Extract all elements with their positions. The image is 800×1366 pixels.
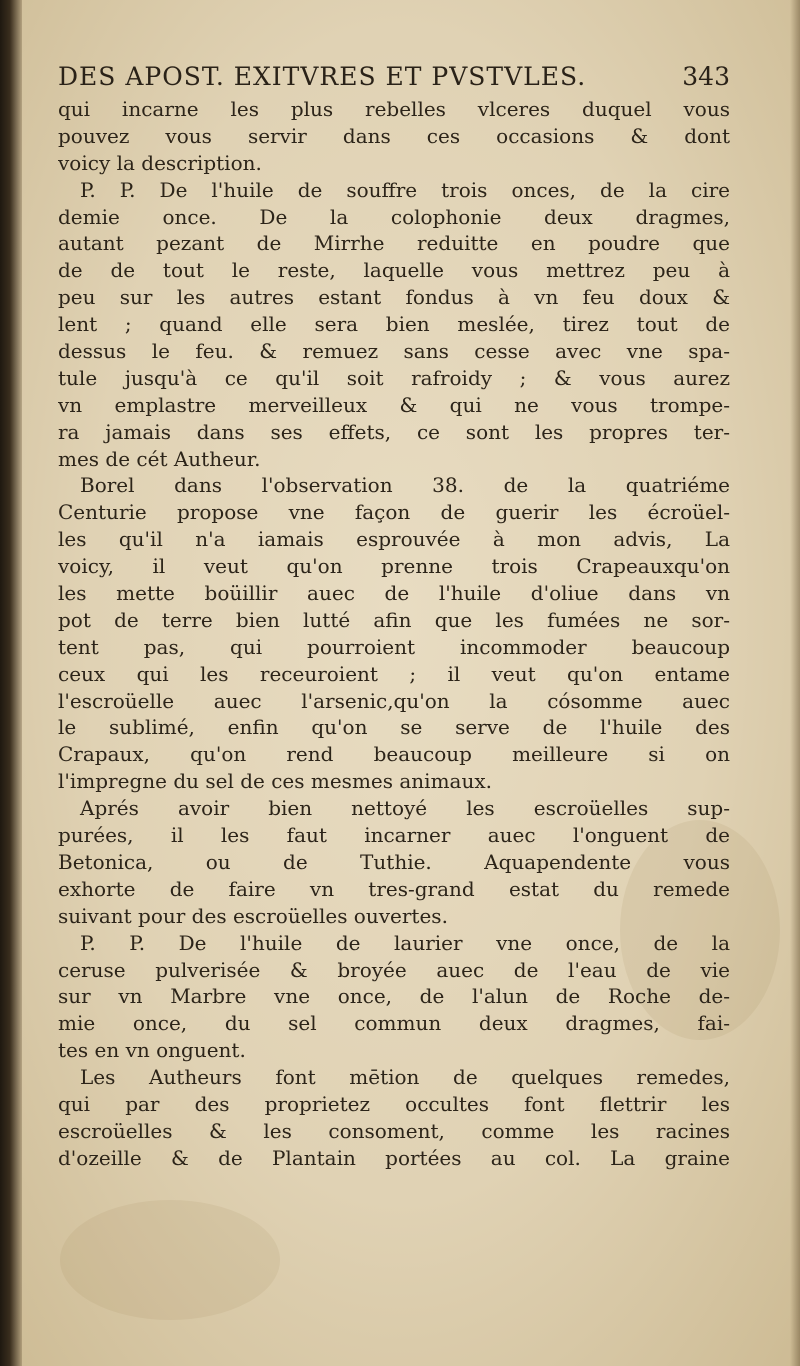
text-line: exhorte de faire vn tres-grand estat du remede [58,876,730,901]
text-line: les mette boüillir auec de l'huile d'oliue dans vn [58,581,730,606]
body-text [58,96,730,1172]
text-line: voicy, il veut qu'on prenne trois Crapeauxqu'on [58,554,730,579]
binding-edge [0,0,22,1366]
page-edge-shadow [790,0,800,1366]
text-line: vn emplastre merveilleux & qui ne vous trompe- [58,392,730,417]
text-line: d'ozeille & de Plantain portées au col. La graine [58,1145,730,1170]
text-line: P. P. De l'huile de laurier vne once, de la [80,930,730,955]
running-head-title: DES APOST. EXITVRES ET PVSTVLES. [58,62,587,91]
text-line: peu sur les autres estant fondus à vn feu doux & [58,285,730,310]
text-line: Aprés avoir bien nettoyé les escroüelles sup- [80,796,730,821]
text-line: qui incarne les plus rebelles vlceres duquel vous [58,97,730,121]
text-line: ceruse pulverisée & broyée auec de l'eau de vie [58,957,730,982]
text-line: ra jamais dans ses effets, ce sont les propres ter- [58,419,730,444]
text-line: autant pezant de Mirrhe reduitte en poudre que [58,231,730,256]
text-line: tes en vn onguent. [58,1038,246,1063]
paper-stain [60,1200,280,1320]
text-line: escroüelles & les consoment, comme les racines [58,1118,730,1143]
text-line: pouvez vous servir dans ces occasions & dont [58,123,730,148]
text-line: sur vn Marbre vne once, de l'alun de Roche de- [58,984,730,1009]
text-line: Les Autheurs font mētion de quelques remedes, [80,1065,730,1090]
text-line: purées, il les faut incarner auec l'onguent de [58,823,730,848]
text-line: demie once. De la colophonie deux dragmes, [58,204,730,229]
text-line: l'impregne du sel de ces mesmes animaux. [58,769,492,794]
text-line: suivant pour des escroüelles ouvertes. [58,903,448,928]
text-line: Centurie propose vne façon de guerir les écroüel- [58,500,730,525]
text-line: voicy la description. [58,150,262,175]
text-line: qui par des proprietez occultes font flettrir les [58,1091,730,1116]
text-line: Borel dans l'observation 38. de la quatriéme [80,473,730,498]
text-line: tule jusqu'à ce qu'il soit rafroidy ; & vous aurez [58,365,730,390]
text-line: Betonica, ou de Tuthie. Aquapendente vous [58,849,730,874]
text-line: le sublimé, enfin qu'on se serve de l'huile des [58,715,730,740]
text-line: mes de cét Autheur. [58,446,261,471]
text-line: pot de terre bien lutté afin que les fumées ne sor- [58,607,730,632]
running-head [58,58,730,98]
text-line: tent pas, qui pourroient incommoder beaucoup [58,634,730,659]
text-line: les qu'il n'a iamais esprouvée à mon advis, La [58,527,730,552]
text-line: P. P. De l'huile de souffre trois onces, de la cire [80,177,730,202]
text-line: ceux qui les receuroient ; il veut qu'on entame [58,661,730,686]
text-line: mie once, du sel commun deux dragmes, fai- [58,1011,730,1036]
page-number: 343 [682,62,730,91]
text-line: lent ; quand elle sera bien meslée, tirez tout de [58,312,730,337]
text-line: l'escroüelle auec l'arsenic,qu'on la cósomme auec [58,688,730,713]
text-line: Crapaux, qu'on rend beaucoup meilleure si on [58,742,730,767]
text-line: de de tout le reste, laquelle vous mettrez peu à [58,258,730,283]
text-line: dessus le feu. & remuez sans cesse avec vne spa- [58,339,730,364]
